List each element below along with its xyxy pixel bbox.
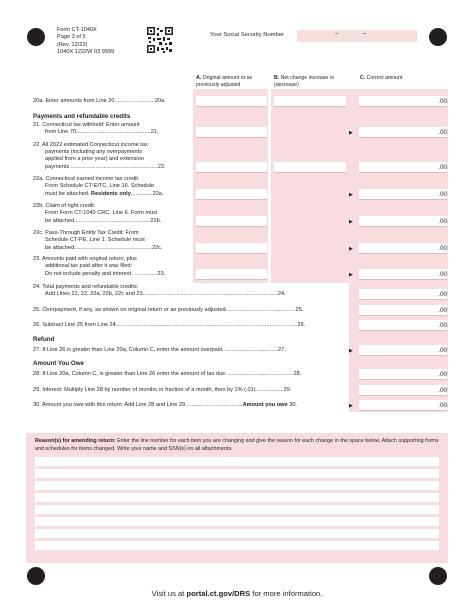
reason-body: Enter the line number for each item you are changing and give the reason for each change in the space below. Attach supporting forms and schedules for items changed. Write your name and SSN(s) on all attachments.: [35, 438, 439, 452]
line-23-decimal: .00: [438, 271, 447, 278]
ssn-field[interactable]: [297, 30, 417, 42]
line-22-label-3: applied from a prior year) and extension: [45, 156, 144, 162]
line-23-col-c[interactable]: [359, 269, 447, 280]
line-30-label-start: 30. Amount you owe with this return: Add Line 28 and Line 29.....................................: [33, 402, 243, 408]
line-22a-residents-only: Residents only: [91, 191, 131, 197]
column-a-header: [196, 75, 266, 88]
line-22a-arrow-icon: ▶: [349, 192, 353, 198]
line-21-col-c[interactable]: [359, 127, 447, 138]
line-22c-col-a[interactable]: [196, 243, 267, 254]
line-26-label: 26. Subtract Line 25 from Line 24.....................................................................................................................26.: [33, 322, 306, 328]
line-22c-label-3: be attached..................................................22c.: [45, 245, 163, 251]
page-number: Page 3 of 5: [57, 34, 86, 41]
revision: (Rev. 12/22): [57, 41, 88, 48]
footer-pre: Visit us at: [151, 589, 187, 598]
line-28-label: 28. If Line 20a, Column C, is greater than Line 26 enter the amount of tax due. ..........................................28.: [33, 371, 302, 377]
line-22a-label-3-start: must be attached.: [45, 191, 90, 197]
line-21-decimal: .00: [438, 129, 447, 136]
line-29-label: 29. Interest: Multiply Line 28 by number of months or fraction of a month, then by 1% (.01)..................29.: [33, 387, 292, 393]
line-22c-label-1: 22c. Pass-Through Entity Tax Credit: From: [33, 230, 139, 236]
line-22a-col-c[interactable]: [359, 189, 447, 200]
line-22c-decimal: .00: [438, 245, 447, 252]
column-a-letter: A.: [196, 75, 202, 81]
line-28-col-c[interactable]: [359, 369, 447, 380]
line-29-col-c[interactable]: [359, 385, 447, 396]
line-22a-label-1: 22a. Connecticut earned income tax credit:: [33, 176, 140, 182]
line-22b-label-2: From Form CT-1040 CRC, Line 6. Form must: [45, 210, 158, 216]
column-c-label: Correct amount: [366, 75, 403, 81]
line-25-decimal: .00: [438, 307, 447, 314]
line-23-label-2: additional tax paid after it was filed:: [45, 263, 133, 269]
reason-instructions: [35, 437, 439, 453]
form-code: 1040X 1222W 03 9999: [57, 49, 115, 56]
line-22a-label-2: From Schedule CT-EITC, Line 16. Schedule: [45, 183, 155, 189]
line-24-label-2: Add Lines 21, 22, 22a, 22b, 22c and 23.......................................................................................24.: [45, 291, 286, 297]
line-22c-arrow-icon: ▶: [349, 246, 353, 252]
reason-line-8[interactable]: [35, 541, 439, 550]
line-25-label: 25. Overpayment, if any, as shown on original return or as previously adjusted.............................................25.: [33, 307, 304, 313]
line-27-arrow-icon: ▶: [349, 348, 353, 354]
line-30-decimal: .00: [438, 402, 447, 409]
line-22b-col-c[interactable]: [359, 216, 447, 227]
line-27-decimal: .00: [438, 347, 447, 354]
line-22-label-1: 22. All 2022 estimated Connecticut income tax: [33, 142, 148, 148]
line-22b-arrow-icon: ▶: [349, 219, 353, 225]
line-29-decimal: .00: [438, 387, 447, 394]
footer-post: for more information.: [250, 589, 323, 598]
line-23-arrow-icon: ▶: [349, 272, 353, 278]
line-22-label-2: payments (including any overpayments: [45, 149, 143, 155]
line-27-label: 27. If Line 26 is greater than Line 20a, Column C, enter the amount overpaid. ..................................27.: [33, 347, 286, 353]
line-22-label-4: payments ........................................................22.: [45, 164, 166, 170]
line-22a-col-a[interactable]: [196, 189, 267, 200]
line-22-col-a[interactable]: [196, 162, 267, 173]
reason-line-2[interactable]: [35, 469, 439, 478]
column-b-header: [274, 75, 342, 88]
line-21-label-2: from Line 70................................................21.: [45, 129, 159, 135]
reason-line-3[interactable]: [35, 481, 439, 490]
qr-code-icon: [147, 27, 173, 53]
line-30-number: 30.: [289, 402, 297, 408]
line-28-decimal: .00: [438, 371, 447, 378]
reason-line-5[interactable]: [35, 505, 439, 514]
line-30-label: [33, 402, 297, 409]
line-22c-label-2: Schedule CT-PE, Line 1. Schedule must: [45, 237, 145, 243]
line-24-col-c[interactable]: [359, 289, 447, 300]
registration-mark-bottom-right: [429, 567, 447, 585]
line-21-arrow-icon: ▶: [349, 130, 353, 136]
line-22c-col-c[interactable]: [359, 243, 447, 254]
line-26-decimal: .00: [438, 322, 447, 329]
line-24-label-1: 24. Total payments and refundable credits:: [33, 284, 139, 290]
line-22a-label-3: [45, 191, 163, 198]
ssn-separator-2: –: [363, 31, 367, 37]
line-23-label-1: 23. Amounts paid with original return, plus: [33, 256, 137, 262]
line-20a-col-a[interactable]: [196, 96, 267, 107]
refund-title: Refund: [33, 336, 55, 343]
column-c-header: [360, 75, 440, 82]
footer: [0, 589, 474, 598]
line-21-col-a[interactable]: [196, 127, 267, 138]
line-30-arrow-icon: ▶: [349, 403, 353, 409]
line-22b-decimal: .00: [438, 218, 447, 225]
line-30-amount-you-owe: Amount you owe: [242, 402, 288, 408]
column-b-letter: B.: [274, 75, 280, 81]
column-c-letter: C.: [360, 75, 366, 81]
line-22-col-c[interactable]: [359, 162, 447, 173]
line-21-label-1: 21. Connecticut tax withheld: Enter amount: [33, 122, 140, 128]
line-20a-decimal: .00: [438, 98, 447, 105]
line-23-col-a[interactable]: [196, 269, 267, 280]
line-22-col-b[interactable]: [274, 162, 346, 173]
reason-line-1[interactable]: [35, 457, 439, 466]
line-22b-label-3: be attached.................................................22b.: [45, 218, 162, 224]
line-22-decimal: .00: [438, 164, 447, 171]
payments-title: Payments and refundable credits: [33, 113, 131, 120]
form-name: Form CT-1040X: [57, 27, 97, 33]
reason-line-4[interactable]: [35, 493, 439, 502]
line-24-decimal: .00: [438, 291, 447, 298]
line-22a-decimal: .00: [438, 191, 447, 198]
line-20a-col-b[interactable]: [274, 96, 346, 107]
registration-mark-bottom-left: [27, 567, 45, 585]
reason-title: Reason(s) for amending return:: [35, 438, 116, 444]
line-23-label-3: Do not include penalty and interest. ...............23.: [45, 271, 166, 277]
line-20a-label: 20a. Enter amounts from Line 20..........................20a.: [33, 98, 166, 104]
ssn-label: Your Social Security Number: [210, 32, 284, 38]
column-b-background: [271, 89, 349, 283]
line-27-col-c[interactable]: [359, 345, 447, 356]
form-header: [57, 27, 114, 57]
reason-line-6[interactable]: [35, 517, 439, 526]
reason-line-7[interactable]: [35, 529, 439, 538]
line-26-col-c[interactable]: [359, 320, 447, 331]
amount-you-owe-title: Amount You Owe: [33, 360, 84, 367]
line-22b-col-a[interactable]: [196, 216, 267, 227]
line-22a-label-3-end: ..............22a.: [130, 191, 164, 197]
registration-mark-top-right: [429, 28, 447, 46]
column-b-label: Net change increase or (decrease): [274, 75, 335, 88]
line-20a-col-c[interactable]: [359, 96, 447, 107]
line-30-col-c[interactable]: [359, 400, 447, 411]
column-a-label: Original amount or as previously adjusted: [196, 75, 253, 88]
registration-mark-top-left: [27, 28, 45, 46]
line-22b-label-1: 22b. Claim of right credit:: [33, 203, 96, 209]
footer-link[interactable]: portal.ct.gov/DRS: [186, 589, 251, 598]
ssn-separator-1: –: [335, 31, 339, 37]
line-25-col-c[interactable]: [359, 305, 447, 316]
